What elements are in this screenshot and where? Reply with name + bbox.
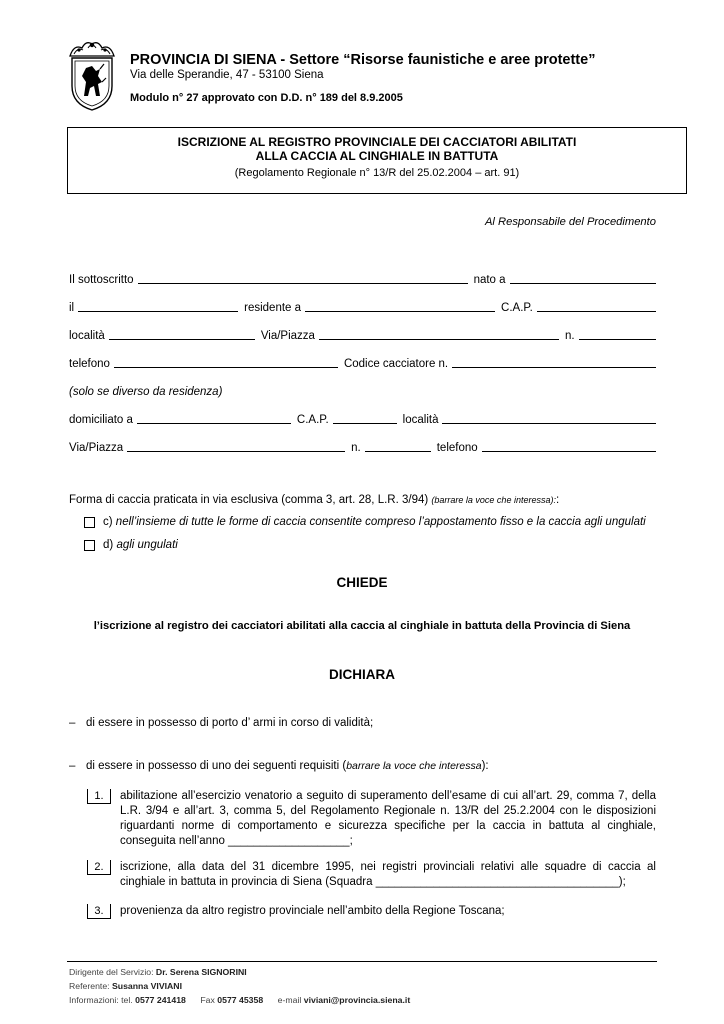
office-title: PROVINCIA DI SIENA - Settore “Risorse faunistiche e aree protette” [130, 52, 596, 68]
recipient: Al Responsabile del Procedimento [484, 216, 656, 228]
requirement-2-box[interactable]: 2. [87, 860, 111, 875]
option-d-text: agli ungulati [116, 539, 178, 551]
label-numero-domicile: n. [351, 442, 361, 454]
label-cap-domicile: C.A.P. [296, 414, 329, 426]
row-localita [69, 326, 656, 342]
footer-dirigente-label: Dirigente del Servizio: [69, 967, 156, 977]
field-number-domicile[interactable] [365, 440, 431, 452]
heading-chiede: CHIEDE [336, 575, 388, 590]
row-domiciliato [69, 410, 656, 426]
form-title-box [67, 127, 687, 194]
label-localita-domicile: località [402, 414, 439, 426]
row-sottoscritto [69, 270, 656, 286]
footer-dirigente [69, 967, 247, 977]
option-c[interactable] [84, 516, 646, 528]
caccia-intro [69, 494, 559, 506]
row-telefono [69, 354, 656, 370]
requirement-3-text: provenienza da altro registro provinciale nell’ambito della Regione Toscana; [120, 905, 505, 917]
footer-fax-label: Fax [200, 995, 218, 1005]
dichiara-item-2-note: barrare la voce che interessa [346, 760, 482, 772]
label-localita: località [69, 330, 105, 342]
requirement-1-box[interactable]: 1. [87, 789, 111, 804]
requirement-1-text: abilitazione all’esercizio venatorio a seguito di superamento dell’esame di cui all’art. 29, comma 7, della L.R. 3/94 e all’art. 3, comma 5, del Regolamento Regionale n. 13/R del 25.2.2004 con le disposizioni riguardanti norme di comportamento e sicurezza specifiche per la caccia in battuta al cinghiale, conseguita nell’anno ___________________; [120, 790, 656, 847]
field-localita[interactable] [109, 328, 255, 340]
dash-1: – [69, 717, 76, 729]
note-solo-se [69, 382, 656, 398]
note-domicile: (solo se diverso da residenza) [69, 386, 223, 398]
form-title-line2: ALLA CACCIA AL CINGHIALE IN BATTUTA [255, 149, 499, 163]
requirement-3-box[interactable]: 3. [87, 904, 111, 919]
field-phone-domicile[interactable] [482, 440, 656, 452]
label-via-domicile: Via/Piazza [69, 442, 124, 454]
option-d[interactable] [84, 539, 178, 551]
field-cap[interactable] [537, 300, 656, 312]
field-domicile[interactable] [137, 412, 291, 424]
siena-crest-logo [64, 38, 120, 112]
footer-email-label: e-mail [277, 995, 304, 1005]
footer-info [69, 995, 410, 1005]
form-regulation: (Regolamento Regionale n° 13/R del 25.02.2004 – art. 91) [234, 167, 520, 179]
footer-fax: 0577 45358 [217, 995, 264, 1005]
field-birthdate[interactable] [78, 300, 238, 312]
dichiara-item-1 [69, 717, 373, 729]
footer-referente-label: Referente: [69, 981, 112, 991]
caccia-intro-text: Forma di caccia praticata in via esclusiva (comma 3, art. 28, L.R. 3/94) [69, 494, 429, 506]
office-address: Via delle Sperandie, 47 - 53100 Siena [130, 69, 324, 81]
label-il: il [69, 302, 75, 314]
dash-2: – [69, 760, 76, 772]
label-telefono: telefono [69, 358, 110, 370]
field-hunter-code[interactable] [452, 356, 656, 368]
dichiara-item-2-pre: di essere in possesso di uno dei seguenti requisiti ( [86, 760, 347, 772]
footer-email[interactable]: viviani@provincia.siena.it [303, 995, 411, 1005]
field-cap-domicile[interactable] [333, 412, 397, 424]
footer-referente [69, 981, 182, 991]
field-localita-domicile[interactable] [442, 412, 656, 424]
chiede-text: l’iscrizione al registro dei cacciatori abilitati alla caccia al cinghiale in battuta della Provincia di Siena [93, 620, 631, 632]
label-codice-cacciatore: Codice cacciatore n. [343, 358, 449, 370]
dichiara-item-2-post: ): [481, 760, 489, 772]
dichiara-item-2 [69, 760, 489, 772]
option-c-text: nell’insieme di tutte le forme di caccia consentite compreso l’appostamento fisso e la caccia agli ungulati [115, 516, 646, 528]
footer-info-label: Informazioni: tel. [69, 995, 136, 1005]
label-sottoscritto: Il sottoscritto [69, 274, 134, 286]
label-cap: C.A.P. [501, 302, 533, 314]
label-numero: n. [564, 330, 575, 342]
label-domiciliato: domiciliato a [69, 414, 133, 426]
dichiara-item-1-text: di essere in possesso di porto d’ armi in corso di validità; [86, 717, 374, 729]
option-c-prefix: c) [103, 516, 113, 528]
field-house-number[interactable] [579, 328, 656, 340]
checkbox-c[interactable] [84, 517, 95, 528]
form-title-line1: ISCRIZIONE AL REGISTRO PROVINCIALE DEI CACCIATORI ABILITATI [177, 135, 577, 149]
field-name[interactable] [138, 272, 468, 284]
label-residente: residente a [244, 302, 302, 314]
label-nato: nato a [473, 274, 506, 286]
heading-dichiara: DICHIARA [329, 667, 395, 682]
caccia-intro-note: (barrare la voce che interessa): [431, 495, 556, 505]
label-via-piazza: Via/Piazza [260, 330, 315, 342]
footer-referente-name: Susanna VIVIANI [111, 981, 182, 991]
row-via-domicile [69, 438, 656, 454]
option-d-prefix: d) [103, 539, 114, 551]
field-street-domicile[interactable] [127, 440, 345, 452]
label-telefono-domicile: telefono [436, 442, 478, 454]
footer-dirigente-name: Dr. Serena SIGNORINI [155, 967, 247, 977]
module-reference: Modulo n° 27 approvato con D.D. n° 189 del 8.9.2005 [130, 92, 403, 104]
field-residence[interactable] [305, 300, 495, 312]
caccia-intro-colon: : [555, 494, 560, 506]
footer-tel: 0577 241418 [135, 995, 186, 1005]
row-il [69, 298, 656, 314]
footer-divider [67, 961, 657, 962]
field-birthplace[interactable] [510, 272, 656, 284]
field-phone[interactable] [114, 356, 338, 368]
requirement-2-text: iscrizione, alla data del 31 dicembre 1995, nei registri provinciali relativi alle squadre di caccia al cinghiale in battuta in provincia di Siena (Squadra ______________________________________); [120, 861, 656, 888]
field-street[interactable] [319, 328, 559, 340]
checkbox-d[interactable] [84, 540, 95, 551]
